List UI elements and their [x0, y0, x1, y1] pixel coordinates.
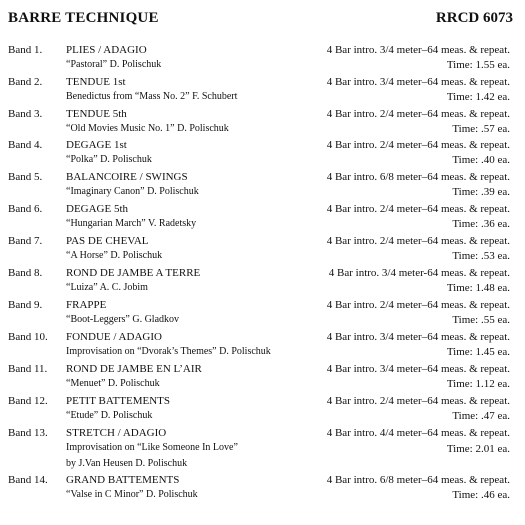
band-time: Time: .47 ea. [452, 410, 510, 422]
band-time: Time: 1.12 ea. [446, 378, 510, 390]
page-title: BARRE TECHNIQUE [8, 10, 159, 26]
band-number: Band 11. [8, 363, 48, 375]
band-intro: 4 Bar intro. 2/4 meter–64 meas. & repeat. [326, 108, 510, 120]
band-intro: 4 Bar intro. 6/8 meter–64 meas. & repeat. [326, 171, 510, 183]
band-title: GRAND BATTEMENTS [66, 474, 180, 486]
band-intro: 4 Bar intro. 3/4 meter–64 meas. & repeat. [326, 331, 510, 343]
band-intro: 4 Bar intro. 2/4 meter–64 meas. & repeat. [326, 203, 510, 215]
band-number: Band 1. [8, 44, 43, 56]
band-time: Time: .57 ea. [452, 123, 510, 135]
band-time: Time: 2.01 ea. [446, 443, 510, 455]
band-title: STRETCH / ADAGIO [66, 427, 167, 439]
band-intro: 4 Bar intro. 2/4 meter–64 meas. & repeat. [326, 395, 510, 407]
band-time: Time: .40 ea. [452, 154, 510, 166]
band-subtitle: Benedictus from “Mass No. 2” F. Schubert [66, 91, 238, 102]
band-time: Time: .53 ea. [452, 250, 510, 262]
band-subtitle: “Old Movies Music No. 1” D. Polischuk [66, 123, 229, 134]
band-time: Time: .55 ea. [452, 314, 510, 326]
catalog-code: RRCD 6073 [435, 10, 513, 26]
band-subtitle: by J.Van Heusen D. Polischuk [66, 458, 188, 469]
band-title: FONDUE / ADAGIO [66, 331, 162, 343]
band-title: DEGAGE 5th [66, 203, 129, 215]
band-number: Band 13. [8, 427, 48, 439]
band-title: TENDUE 1st [66, 76, 126, 88]
band-subtitle: “Etude” D. Polischuk [66, 410, 153, 421]
band-subtitle: “A Horse” D. Polischuk [66, 250, 163, 261]
band-number: Band 7. [8, 235, 43, 247]
band-intro: 4 Bar intro. 2/4 meter–64 meas. & repeat. [326, 235, 510, 247]
band-intro: 4 Bar intro. 3/4 meter–64 meas. & repeat. [326, 44, 510, 56]
band-title: BALANCOIRE / SWINGS [66, 171, 188, 183]
band-number: Band 10. [8, 331, 48, 343]
band-subtitle: “Valse in C Minor” D. Polischuk [66, 489, 198, 500]
band-time: Time: 1.55 ea. [446, 59, 510, 71]
band-number: Band 8. [8, 267, 43, 279]
band-number: Band 14. [8, 474, 48, 486]
band-time: Time: 1.42 ea. [446, 91, 510, 103]
band-number: Band 6. [8, 203, 43, 215]
band-title: DEGAGE 1st [66, 139, 127, 151]
band-intro: 4 Bar intro. 3/4 meter–64 meas. & repeat. [326, 363, 510, 375]
band-time: Time: .46 ea. [452, 489, 510, 501]
band-subtitle: “Boot-Leggers” G. Gladkov [66, 314, 180, 325]
band-title: PAS DE CHEVAL [66, 235, 149, 247]
band-number: Band 3. [8, 108, 43, 120]
band-subtitle: Improvisation on “Dvorak’s Themes” D. Polischuk [66, 346, 271, 357]
band-number: Band 2. [8, 76, 43, 88]
band-subtitle: “Hungarian March” V. Radetsky [66, 218, 197, 229]
band-subtitle: “Pastoral” D. Polischuk [66, 59, 162, 70]
band-title: ROND DE JAMBE A TERRE [66, 267, 201, 279]
band-title: PLIES / ADAGIO [66, 44, 147, 56]
band-number: Band 4. [8, 139, 43, 151]
band-intro: 4 Bar intro. 3/4 meter-64 meas. & repeat. [328, 267, 510, 279]
band-intro: 4 Bar intro. 2/4 meter–64 meas. & repeat. [326, 139, 510, 151]
band-title: TENDUE 5th [66, 108, 127, 120]
band-number: Band 9. [8, 299, 43, 311]
band-time: Time: 1.45 ea. [446, 346, 510, 358]
band-intro: 4 Bar intro. 2/4 meter–64 meas. & repeat. [326, 299, 510, 311]
band-title: ROND DE JAMBE EN L’AIR [66, 363, 202, 375]
band-time: Time: .36 ea. [452, 218, 510, 230]
band-title: FRAPPE [66, 299, 107, 311]
band-intro: 4 Bar intro. 3/4 meter–64 meas. & repeat. [326, 76, 510, 88]
band-time: Time: 1.48 ea. [446, 282, 510, 294]
band-intro: 4 Bar intro. 4/4 meter–64 meas. & repeat. [326, 427, 510, 439]
band-intro: 4 Bar intro. 6/8 meter–64 meas. & repeat. [326, 474, 510, 486]
band-subtitle: “Imaginary Canon” D. Polischuk [66, 186, 199, 197]
band-title: PETIT BATTEMENTS [66, 395, 170, 407]
band-subtitle: “Menuet” D. Polischuk [66, 378, 160, 389]
band-subtitle: “Luiza” A. C. Jobim [66, 282, 148, 293]
band-subtitle: Improvisation on “Like Someone In Love” [66, 442, 238, 453]
band-number: Band 5. [8, 171, 43, 183]
band-time: Time: .39 ea. [452, 186, 510, 198]
band-subtitle: “Polka” D. Polischuk [66, 154, 152, 165]
band-number: Band 12. [8, 395, 48, 407]
